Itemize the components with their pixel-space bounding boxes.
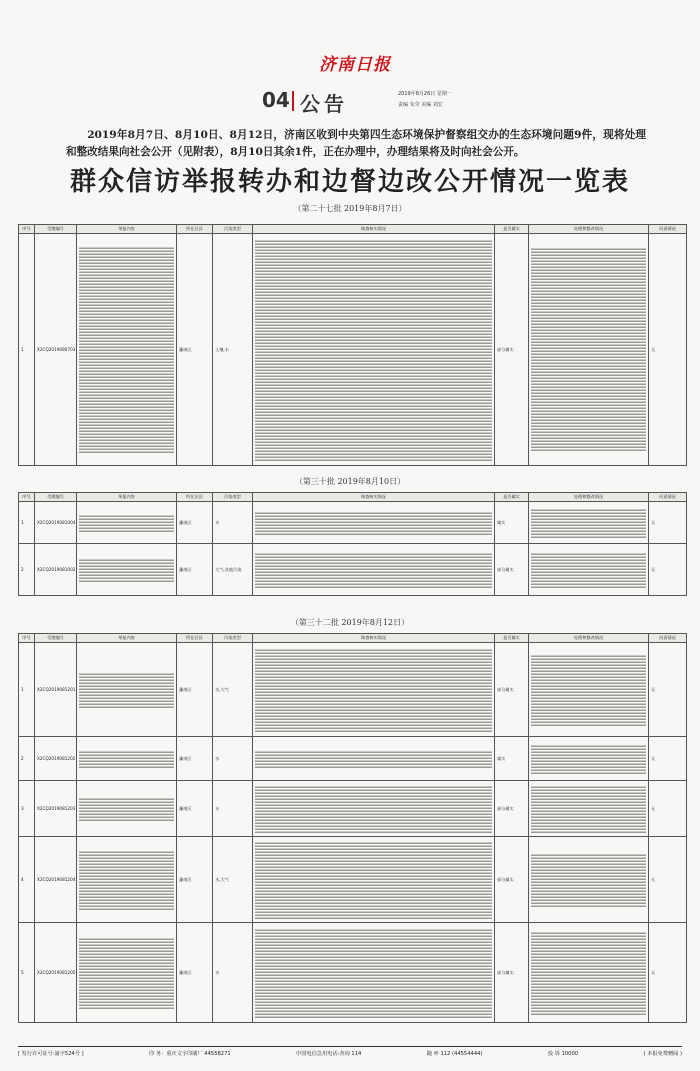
pollution-type: 大气,其他污染: [213, 544, 253, 596]
complaint-cell: [77, 544, 177, 596]
col-header: 举报内容: [77, 493, 177, 502]
footer-license: [ 发行许可证号:渝字524号 ]: [18, 1051, 84, 1057]
handling-cell: [529, 643, 649, 737]
investigation-text-block: [255, 511, 492, 535]
row-number: 5: [19, 923, 35, 1023]
handling-text-block: [531, 931, 646, 1015]
accountability: 无: [649, 234, 687, 466]
row-number: 3: [19, 781, 35, 837]
accountability: 无: [649, 837, 687, 923]
lead-paragraph: 2019年8月7日、8月10日、8月12日，济南区收到中央第四生态环境保护督察组交办的生态环境问题9件，现将处理和整改结果向社会公开（见附表），8月10日其余1件，正在办理中，办理结果将及时向社会公开。: [66, 129, 646, 158]
footer-phone: 随 呼 112 (44554444): [426, 1051, 483, 1057]
complaint-cell: [77, 502, 177, 544]
verified-status: 部分属实: [495, 923, 529, 1023]
table-header-row: [19, 634, 687, 643]
handling-text-block: [531, 853, 646, 907]
batch-table: [18, 633, 687, 1023]
page-footer: [18, 1046, 682, 1061]
table-row: [19, 502, 687, 544]
district: 濂南区: [177, 234, 213, 466]
investigation-cell: [253, 643, 495, 737]
complaint-cell: [77, 837, 177, 923]
investigation-cell: [253, 923, 495, 1023]
handling-cell: [529, 502, 649, 544]
col-header: 举报内容: [77, 634, 177, 643]
col-header: 污染类型: [213, 634, 253, 643]
col-header: 调查核实情况: [253, 634, 495, 643]
complaint-cell: [77, 643, 177, 737]
col-header: 所在区县: [177, 634, 213, 643]
table-row: [19, 234, 687, 466]
investigation-text-block: [255, 785, 492, 833]
complaint-cell: [77, 781, 177, 837]
investigation-text-block: [255, 750, 492, 768]
case-code: X2CQ2019080703: [35, 234, 77, 466]
col-header: 所在区县: [177, 225, 213, 234]
investigation-text-block: [255, 648, 492, 732]
batch-label: （第三十批 2019年8月10日）: [294, 477, 406, 486]
batch-table: [18, 492, 687, 596]
district: 濂南区: [177, 544, 213, 596]
batch-label: （第二十七批 2019年8月7日）: [293, 204, 407, 213]
col-header: 处理和整改情况: [529, 634, 649, 643]
case-code: X2CQ2019081202: [35, 737, 77, 781]
footer-hotline: 中国电信急用电话:查询 114: [296, 1051, 362, 1057]
verified-status: 部分属实: [495, 837, 529, 923]
district: 濂南区: [177, 737, 213, 781]
col-header: 序号: [19, 225, 35, 234]
case-code: X2CQ2019081205: [35, 923, 77, 1023]
investigation-text-block: [255, 552, 492, 588]
verified-status: 部分属实: [495, 544, 529, 596]
pollution-type: 水: [213, 737, 253, 781]
col-header: 是否属实: [495, 225, 529, 234]
pollution-type: 土壤,水: [213, 234, 253, 466]
col-header: 处理和整改情况: [529, 493, 649, 502]
district: 濂南区: [177, 502, 213, 544]
complaint-text-block: [79, 514, 174, 532]
case-code: X2CQ2019081204: [35, 837, 77, 923]
complaint-text-block: [79, 558, 174, 582]
handling-text-block: [531, 744, 646, 774]
col-header: 问责情况: [649, 493, 687, 502]
section-number: 04: [262, 88, 290, 112]
col-header: 所在区县: [177, 493, 213, 502]
case-code: X2CQ2019081004: [35, 502, 77, 544]
handling-text-block: [531, 785, 646, 833]
complaint-text-block: [79, 246, 174, 454]
complaint-cell: [77, 923, 177, 1023]
table-row: [19, 737, 687, 781]
col-header: 问责情况: [649, 225, 687, 234]
page-title: 群众信访举报转办和边督边改公开情况一览表: [69, 167, 630, 197]
table-row: [19, 837, 687, 923]
row-number: 4: [19, 837, 35, 923]
complaint-text-block: [79, 750, 174, 768]
pollution-type: 水,大气: [213, 837, 253, 923]
pollution-type: 水: [213, 781, 253, 837]
newspaper-logo: 济南日报: [319, 55, 391, 72]
table-header-row: [19, 493, 687, 502]
col-header: 污染类型: [213, 493, 253, 502]
handling-cell: [529, 781, 649, 837]
footer-printer: 印 务：重庆文字印刷厂 44558271: [149, 1051, 231, 1057]
batch-label: （第三十二批 2019年8月12日）: [290, 618, 410, 627]
complaint-text-block: [79, 797, 174, 821]
accountability: 无: [649, 923, 687, 1023]
col-header: 是否属实: [495, 634, 529, 643]
table-row: [19, 544, 687, 596]
complaint-text-block: [79, 850, 174, 910]
complaint-cell: [77, 737, 177, 781]
col-header: 污染类型: [213, 225, 253, 234]
col-header: 受理编号: [35, 634, 77, 643]
col-header: 问责情况: [649, 634, 687, 643]
row-number: 1: [19, 502, 35, 544]
verified-status: 属实: [495, 737, 529, 781]
investigation-cell: [253, 781, 495, 837]
accountability: 无: [649, 502, 687, 544]
investigation-text-block: [255, 239, 492, 461]
handling-text-block: [531, 247, 646, 452]
district: 濂南区: [177, 643, 213, 737]
col-header: 受理编号: [35, 225, 77, 234]
verified-status: 部分属实: [495, 234, 529, 466]
verified-status: 部分属实: [495, 781, 529, 837]
row-number: 1: [19, 643, 35, 737]
section-name: 公告: [300, 92, 348, 116]
investigation-cell: [253, 234, 495, 466]
handling-cell: [529, 837, 649, 923]
col-header: 举报内容: [77, 225, 177, 234]
handling-cell: [529, 234, 649, 466]
case-code: X2CQ2019081201: [35, 643, 77, 737]
case-code: X2CQ2019081203: [35, 781, 77, 837]
investigation-text-block: [255, 841, 492, 919]
row-number: 2: [19, 737, 35, 781]
issue-date: 2019年8月26日 星期一: [398, 91, 452, 97]
case-code: X2CQ2019081002: [35, 544, 77, 596]
handling-text-block: [531, 654, 646, 726]
table-header-row: [19, 225, 687, 234]
col-header: 调查核实情况: [253, 225, 495, 234]
accountability: 无: [649, 544, 687, 596]
accountability: 无: [649, 737, 687, 781]
footer-note: ( 本报免费赠阅 ): [643, 1051, 682, 1057]
pollution-type: 水: [213, 502, 253, 544]
handling-cell: [529, 923, 649, 1023]
row-number: 2: [19, 544, 35, 596]
row-number: 1: [19, 234, 35, 466]
table-row: [19, 781, 687, 837]
verified-status: 部分属实: [495, 643, 529, 737]
accountability: 无: [649, 781, 687, 837]
accountability: 无: [649, 643, 687, 737]
handling-text-block: [531, 508, 646, 538]
table-row: [19, 923, 687, 1023]
pollution-type: 水,大气: [213, 643, 253, 737]
complaint-text-block: [79, 672, 174, 708]
handling-cell: [529, 544, 649, 596]
footer-price: 投 诉 10000: [547, 1051, 579, 1057]
col-header: 是否属实: [495, 493, 529, 502]
investigation-cell: [253, 502, 495, 544]
investigation-cell: [253, 737, 495, 781]
batch-table: [18, 224, 687, 466]
district: 濂南区: [177, 781, 213, 837]
table-row: [19, 643, 687, 737]
investigation-text-block: [255, 928, 492, 1018]
col-header: 处理和整改情况: [529, 225, 649, 234]
handling-text-block: [531, 552, 646, 588]
issue-editors: 责编 朱莹 美编 刘宏: [398, 102, 443, 108]
pollution-type: 水: [213, 923, 253, 1023]
district: 濂南区: [177, 837, 213, 923]
section-divider: [292, 91, 294, 111]
col-header: 受理编号: [35, 493, 77, 502]
district: 濂南区: [177, 923, 213, 1023]
complaint-cell: [77, 234, 177, 466]
handling-cell: [529, 737, 649, 781]
col-header: 序号: [19, 493, 35, 502]
verified-status: 属实: [495, 502, 529, 544]
investigation-cell: [253, 544, 495, 596]
investigation-cell: [253, 837, 495, 923]
col-header: 调查核实情况: [253, 493, 495, 502]
col-header: 序号: [19, 634, 35, 643]
issue-meta: [398, 89, 452, 111]
complaint-text-block: [79, 937, 174, 1009]
